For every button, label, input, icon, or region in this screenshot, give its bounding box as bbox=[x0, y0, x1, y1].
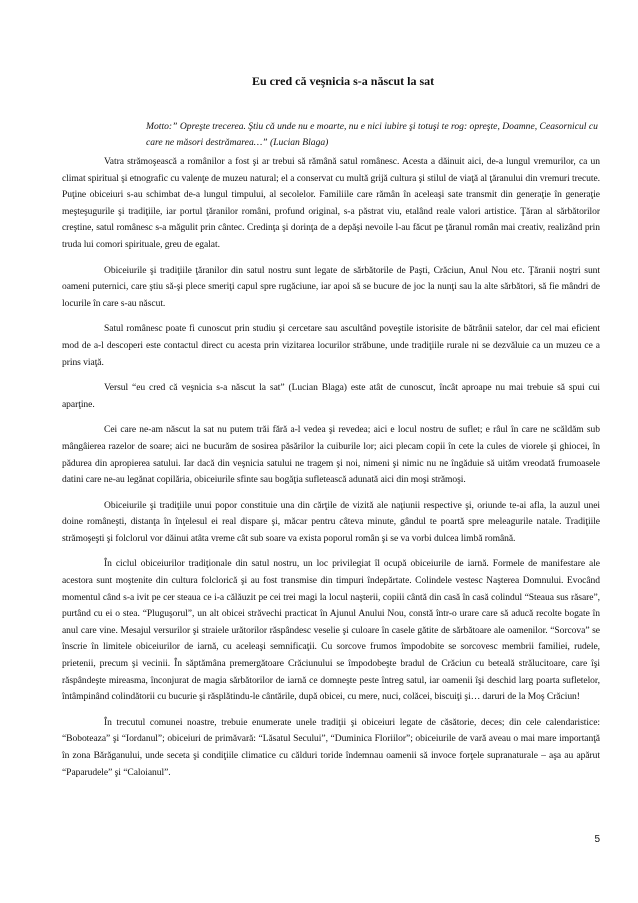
paragraph-8: În trecutul comunei noastre, trebuie enumerate unele tradiţii şi obiceiuri legate de căsătorie, deces; din cele calendaristice: “Boboteaza” şi “Iordanul”; obiceiuri de primăvară: “Lăsatul Secului”, “Duminica Floriilor”; obiceiurile de vară aveau o mai mare importanţă în zona Bărăganului, unde seceta şi condiţiile climatice cu călduri toride îndemnau oamenii să invoce forţele supranaturale – aşa au apărut “Paparudele” şi “Caloianul”. bbox=[62, 716, 600, 778]
page-number: 5 bbox=[594, 834, 600, 845]
paragraph-4: Versul “eu cred că veşnicia s-a născut la sat” (Lucian Blaga) este atât de cunoscut, încât aproape nu mai trebuie să spui cui aparţine. bbox=[62, 382, 600, 410]
paragraph-6: Obiceiurile şi tradiţiile unui popor constituie una din cărţile de vizită ale naţiunii respective şi, oriunde te-ai afla, la auzul unei doine româneşti, distanţa în înţelesul ei real dispare şi, măcar pentru câteva minute, gândul te poartă spre meleagurile natale. Tradiţiile strămoşeşti şi folclorul vor dăinui atâta vreme cât sub soare va exista poporul român şi se va vorbi dulcea limbă română. bbox=[62, 499, 600, 544]
paragraph-7: În ciclul obiceiurilor tradiţionale din satul nostru, un loc privilegiat îl ocupă obiceiurile de iarnă. Formele de manifestare ale acestora sunt moştenite din cultura folclorică şi au fost transmise din timpuri îndepărtate. Colindele vestesc Naşterea Domnului. Evocând momentul când s-a ivit pe cer steaua ce i-a călăuzit pe cei trei magi la locul naşterii, copiii cântă din casă în casă colindul “Steaua sus răsare”, purtând cu ei o stea. “Pluguşorul”, un alt obicei străvechi practicat în Ajunul Anului Nou, constă într-o urare care să aducă recolte bogate în anul care vine. Mesajul versurilor şi straiele urătorilor răspândesc veselie şi culoare în casele gătite de sărbătoare ale oamenilor. “Sorcova” se înscrie în limitele obiceiurilor de iarnă, cu aceleaşi semnificaţii. Cu sorcove frumos împodobite se sorcovesc membrii familiei, rudele, prietenii, precum şi vecinii. În săptămâna premergătoare Crăciunului se împodobeşte bradul de Crăciun cu beteală strălucitoare, care îşi răspândeşte mireasma, înconjurat de magia sărbătorilor de iarnă ce domneşte peste întreg satul, iar oamenii îşi deschid larg poarta sufletelor, întâmpinând colindătorii cu bucurie şi răsplătindu-le cântările, după obicei, cu mere, nuci, colăcei, biscuiţi şi… daruri de la Moş Crăciun! bbox=[62, 558, 600, 703]
paragraph-1: Vatra strămoşească a românilor a fost şi ar trebui să rămână satul românesc. Acesta a dăinuit aici, de-a lungul vremurilor, ca un climat spiritual şi etnografic cu valenţe de muzeu natural; el a conservat cu multă grijă cultura şi stilul de viaţă al ţăranului din vremuri trecute. Puţine obiceiuri s-au schimbat de-a lungul timpului, al secolelor. Familiile care rămân în aceleaşi sate transmit din generaţie în generaţie meşteşugurile şi tradiţiile, iar portul ţăranilor români, profund original, s-a păstrat viu, etalând reale valori artistice. Ţăran al sărbătorilor creştine, satul românesc s-a măgulit prin cântec. Credinţa şi dorinţa de a depăşi nevoile l-au făcut pe ţăranul român mai creativ, realizând prin truda lui comori spirituale, greu de egalat. bbox=[62, 156, 600, 250]
document-page bbox=[62, 74, 600, 790]
paragraph-5: Cei care ne-am născut la sat nu putem trăi fără a-l vedea şi revedea; aici e locul nostru de suflet; e râul în care ne scăldăm sub mângâierea razelor de soare; aici ne bucurăm de sosirea păsărilor la cuiburile lor; aici plecam copii în cete la cules de viorele şi ghiocei, în pădurea din apropierea satului. Iar dacă din veşnicia satului ne tragem şi noi, nimeni şi nimic nu ne îngăduie să uităm vreodată frumoasele datini care ne-au legănat copilăria, obiceiurile sfinte sau bogăţia sufletească adunată aici din moşi strămoşi. bbox=[62, 424, 600, 486]
document-title: Eu cred că veşnicia s-a născut la sat bbox=[252, 74, 435, 88]
paragraph-3: Satul românesc poate fi cunoscut prin studiu şi cercetare sau ascultând poveştile istorisite de bătrânii satelor, dar cel mai eficient mod de a-l descoperi este contactul direct cu acesta prin vizitarea locurilor străbune, unde tradiţiile rurale ni se dezvăluie ca un muzeu ce a prins viaţă. bbox=[62, 323, 600, 368]
paragraph-2: Obiceiurile şi tradiţiile ţăranilor din satul nostru sunt legate de sărbătorile de Paşti, Crăciun, Anul Nou etc. Ţăranii noştri sunt oameni puternici, care ştiu să-şi plece smeriţi capul spre rugăciune, iar apoi să se bucure de joc la nunţi sau la alte sărbători, să fie mândri de locurile în care s-au născut. bbox=[62, 264, 600, 309]
motto: Motto:” Opreşte trecerea. Ştiu că unde nu e moarte, nu e nici iubire şi totuşi te rog: opreşte, Doamne, Ceasornicul cu care ne măsori destrămarea…” (Lucian Blaga) bbox=[146, 121, 598, 148]
